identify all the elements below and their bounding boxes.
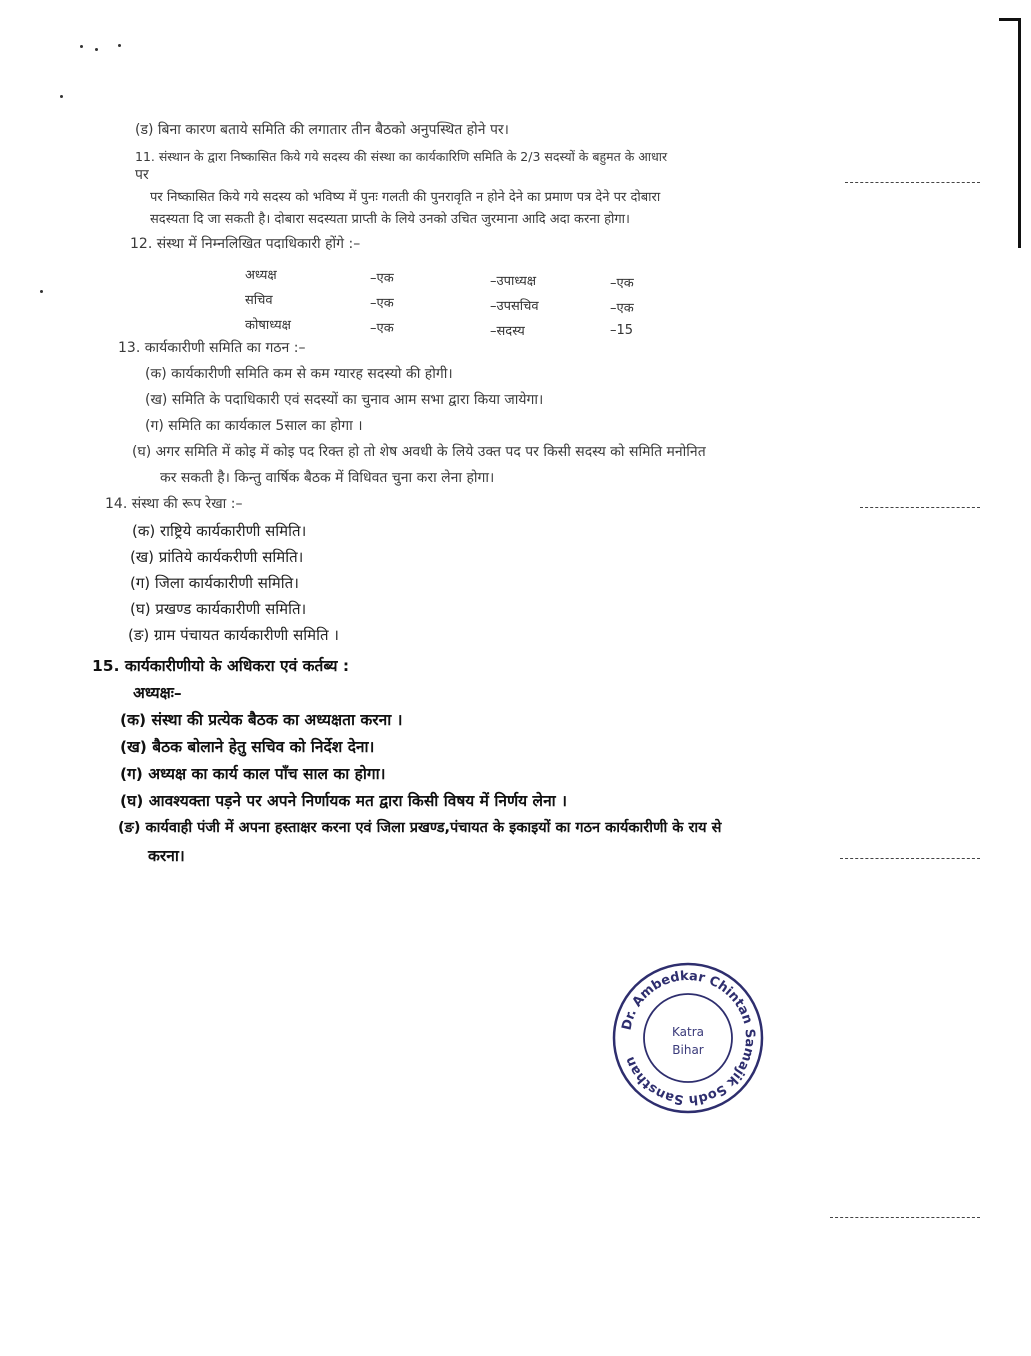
officer-title: –उपसचिव bbox=[490, 299, 539, 314]
officer-title: कोषाध्यक्ष bbox=[245, 318, 291, 333]
section-heading: 15. कार्यकारीणीयो के अधिकरा एवं कर्तब्य : bbox=[92, 657, 350, 675]
list-item: करना। bbox=[148, 847, 185, 865]
scan-speck bbox=[80, 45, 83, 48]
list-item: (ङ) ग्राम पंचायत कार्यकारीणी समिति । bbox=[128, 626, 339, 644]
scan-dash bbox=[860, 507, 980, 509]
list-item: (घ) अगर समिति में कोइ में कोइ पद रिक्त हो तो शेष अवधी के लिये उक्त पद पर किसी सदस्य को समिति मनोनित bbox=[132, 444, 706, 460]
stamp-seal-icon bbox=[608, 958, 768, 1118]
scan-speck bbox=[118, 44, 121, 47]
list-item: (ग) अध्यक्ष का कार्य काल पाँच साल का होगा। bbox=[120, 765, 386, 783]
scan-speck bbox=[95, 48, 98, 51]
clause-line: पर निष्कासित किये गये सदस्य को भविष्य में पुनः गलती की पुनरावृति न होने देने का प्रमाण पत्र देने पर दोबारा bbox=[150, 190, 661, 205]
officer-count: –एक bbox=[610, 276, 634, 291]
officer-count: –एक bbox=[610, 301, 634, 316]
clause-line: सदस्यता दि जा सकती है। दोबारा सदस्यता प्राप्ती के लिये उनको उचित जुरमाना आदि अदा करना होगा। bbox=[150, 212, 630, 227]
officer-count: –एक bbox=[370, 321, 394, 336]
clause-line: 11. संस्थान के द्वारा निष्कासित किये गये सदस्य की संस्था का कार्यकारिणि समिति के 2/3 सदस्यों के बहुमत के आधार bbox=[135, 149, 668, 164]
section-heading: 13. कार्यकारीणी समिति का गठन :– bbox=[118, 340, 306, 356]
list-item: (क) कार्यकारीणी समिति कम से कम ग्यारह सदस्यो की होगी। bbox=[145, 366, 453, 382]
officer-title: –सदस्य bbox=[490, 324, 525, 339]
page-edge-bar bbox=[1018, 18, 1021, 248]
list-item: (ग) जिला कार्यकारीणी समिति। bbox=[130, 574, 299, 592]
stamp-ring-text: Dr. Ambedkar Chintan Samajik Sodh Sansthan bbox=[619, 968, 758, 1108]
section-heading: 12. संस्था में निम्नलिखित पदाधिकारी होंगे :– bbox=[130, 236, 361, 252]
list-item: (ख) प्रांतिये कार्यकरीणी समिति। bbox=[130, 548, 304, 566]
officer-count: –एक bbox=[370, 296, 394, 311]
list-item: (ङ) कार्यवाही पंजी में अपना हस्ताक्षर करना एवं जिला प्रखण्ड,पंचायत के इकाइयों का गठन कार्यकारीणी के राय से bbox=[118, 820, 722, 836]
officer-title: सचिव bbox=[245, 293, 273, 308]
officer-title: –उपाध्यक्ष bbox=[490, 274, 537, 289]
stamp-center-text: Katra bbox=[671, 1025, 705, 1039]
officer-title: अध्यक्ष bbox=[245, 268, 277, 283]
officer-count: –15 bbox=[610, 323, 634, 338]
section-heading: 14. संस्था की रूप रेखा :– bbox=[105, 496, 243, 512]
list-item: कर सकती है। किन्तु वार्षिक बैठक में विधिवत चुना करा लेना होगा। bbox=[160, 470, 495, 486]
list-item: (घ) आवश्यक्ता पड़ने पर अपने निर्णायक मत द्वारा किसी विषय में निर्णय लेना । bbox=[120, 792, 567, 810]
list-item: (ख) बैठक बोलाने हेतु सचिव को निर्देश देना। bbox=[120, 738, 375, 756]
list-item: (घ) प्रखण्ड कार्यकारीणी समिति। bbox=[130, 600, 307, 618]
list-item: (क) संस्था की प्रत्येक बैठक का अध्यक्षता करना । bbox=[120, 711, 403, 729]
list-item: (क) राष्ट्रिये कार्यकारीणी समिति। bbox=[132, 522, 307, 540]
list-item: (ग) समिति का कार्यकाल 5साल का होगा । bbox=[145, 418, 363, 434]
list-item: (ख) समिति के पदाधिकारी एवं सदस्यों का चुनाव आम सभा द्वारा किया जायेगा। bbox=[145, 392, 544, 408]
scan-dash bbox=[840, 858, 980, 860]
clause-line: (ड) बिना कारण बताये समिति की लगातार तीन बैठको अनुपस्थित होने पर। bbox=[135, 122, 509, 138]
clause-line: पर bbox=[135, 167, 149, 183]
officer-count: –एक bbox=[370, 271, 394, 286]
scan-dash bbox=[830, 1217, 980, 1219]
stamp-center-text: Bihar bbox=[672, 1043, 704, 1057]
organization-stamp bbox=[608, 958, 768, 1118]
scan-dash bbox=[845, 182, 980, 184]
scan-speck bbox=[60, 95, 63, 98]
subheading: अध्यक्षः– bbox=[133, 684, 182, 702]
scan-speck bbox=[40, 290, 43, 293]
